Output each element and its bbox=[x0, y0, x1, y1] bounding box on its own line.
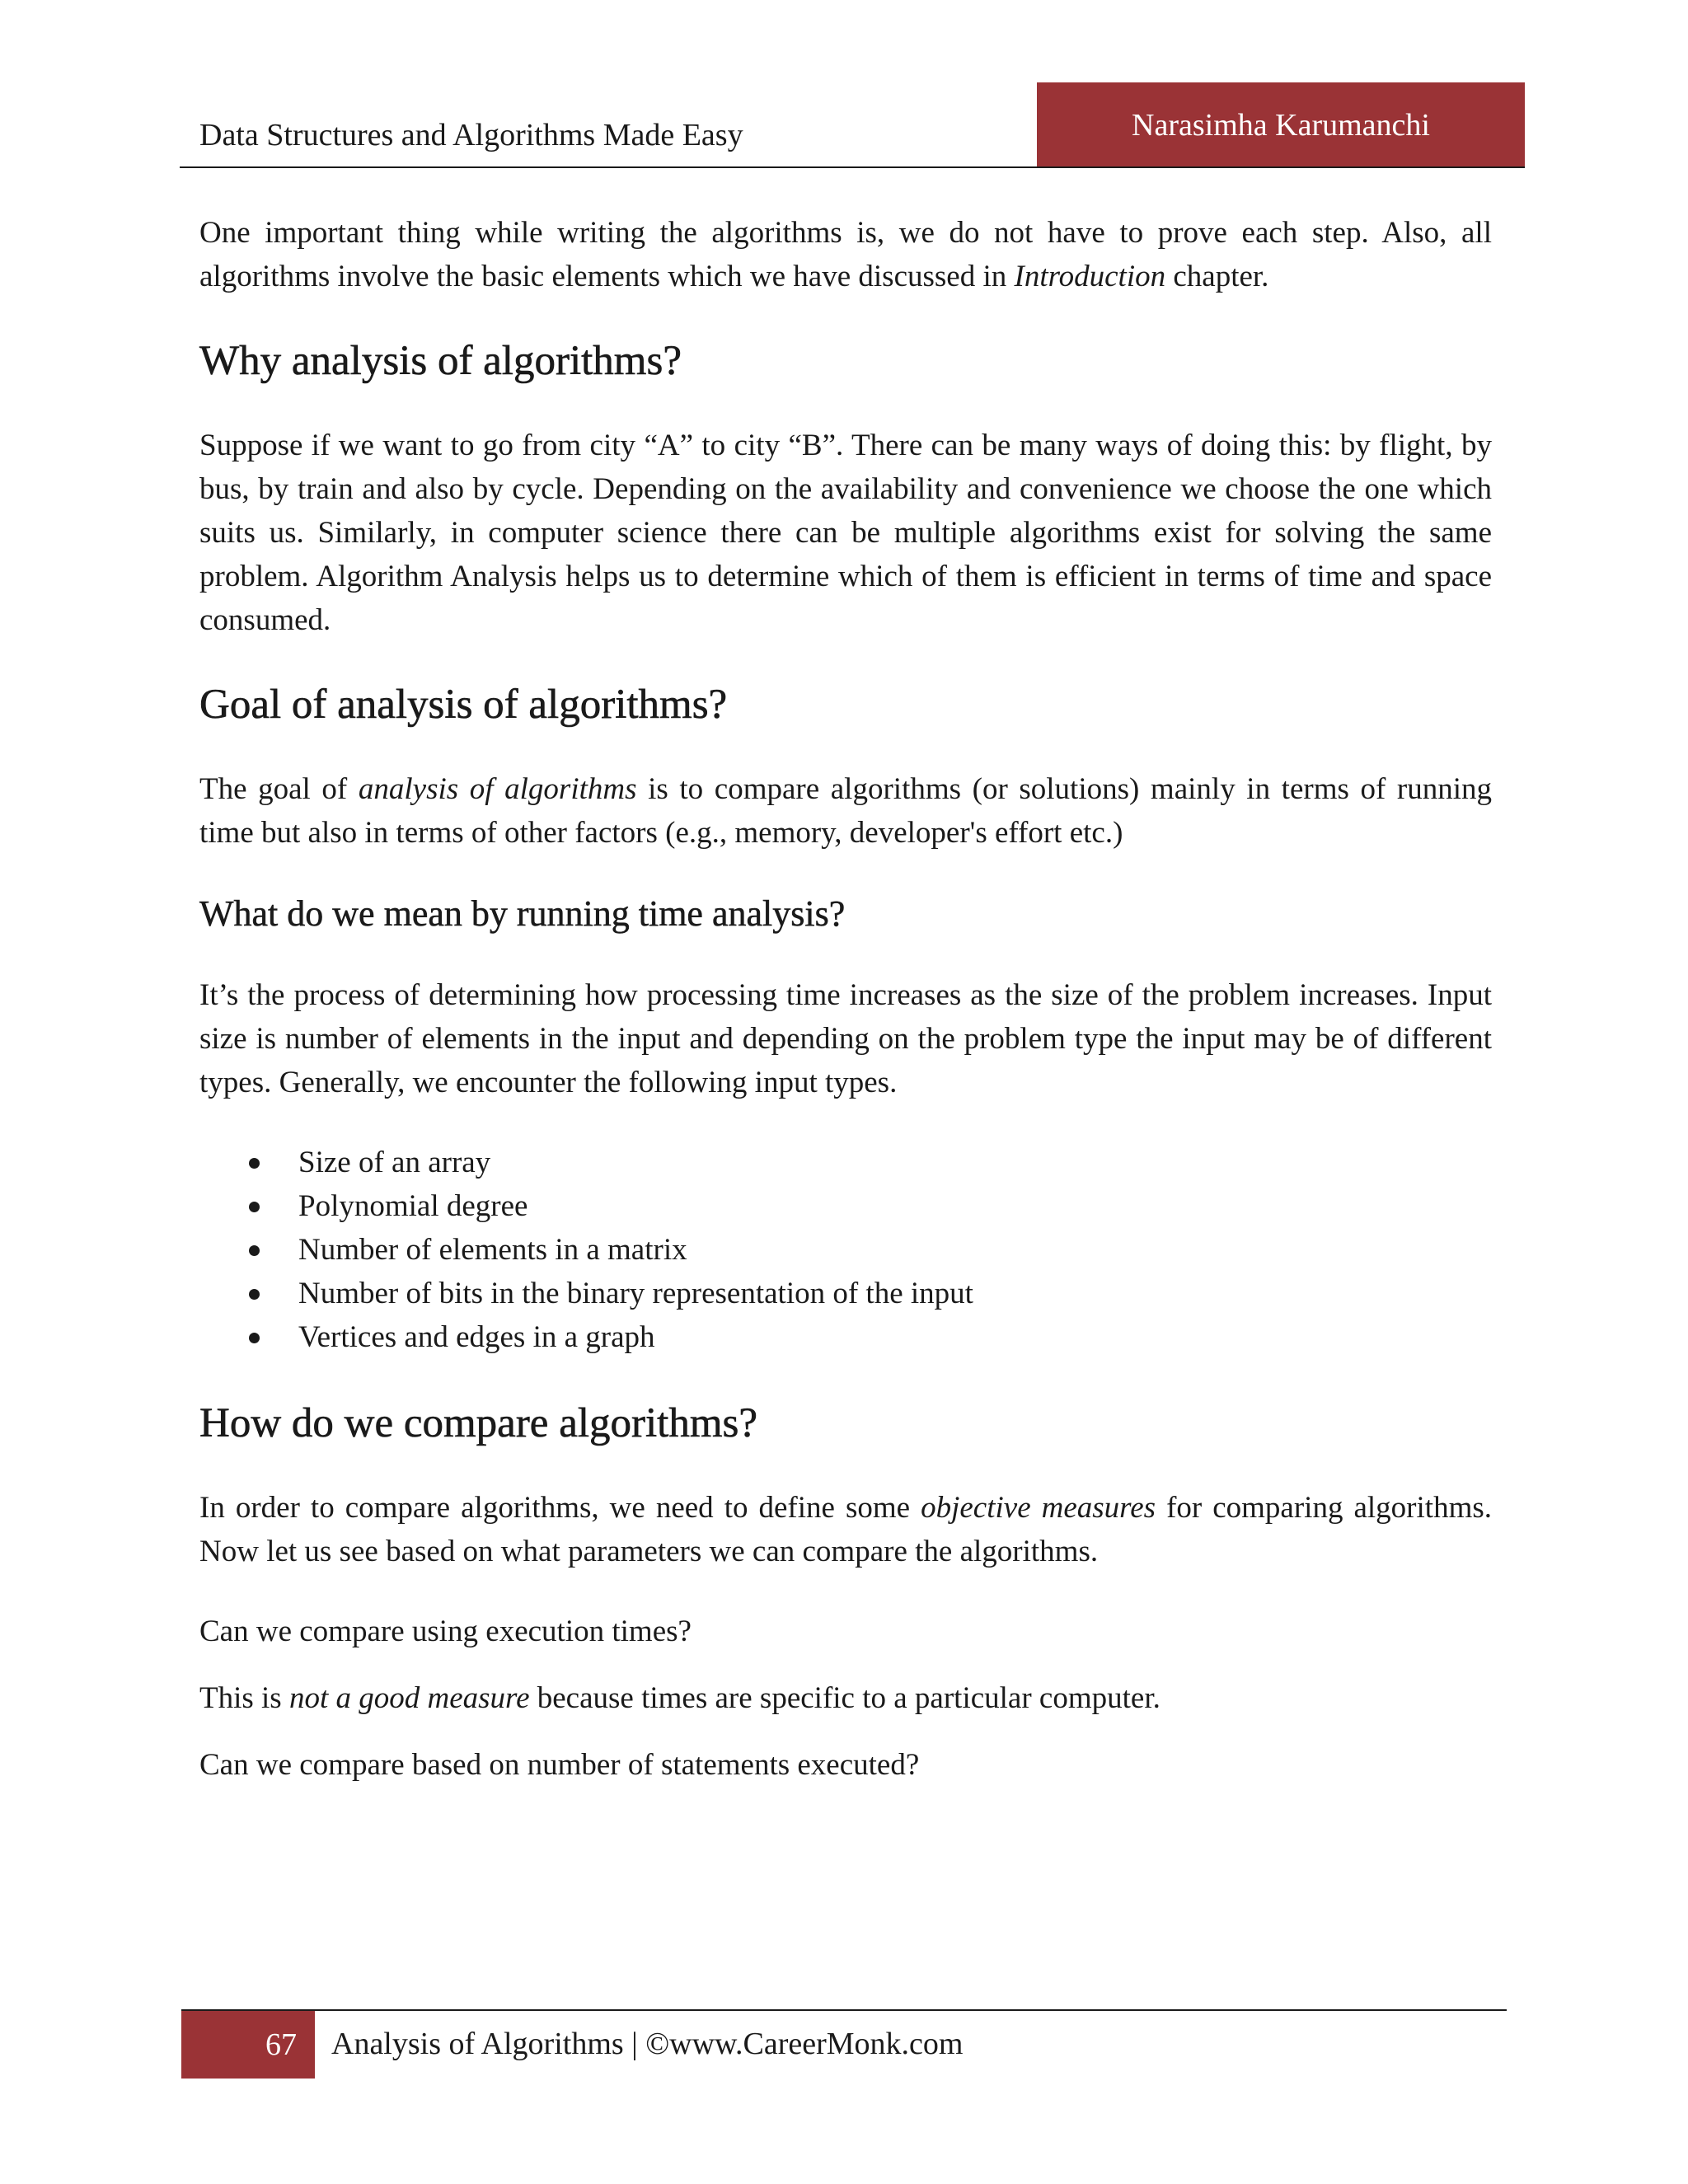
header-divider bbox=[180, 166, 1525, 168]
list-item: Size of an array bbox=[199, 1141, 1492, 1184]
bullet-icon bbox=[249, 1245, 260, 1256]
bullet-icon bbox=[249, 1158, 260, 1169]
list-item: Number of elements in a matrix bbox=[199, 1228, 1492, 1272]
list-item: Polynomial degree bbox=[199, 1184, 1492, 1228]
bullet-icon bbox=[249, 1289, 260, 1300]
compare-paragraph: In order to compare algorithms, we need to define some objective measures for comparing algorithms. Now let us see based on what parameters we can compare the algorithms. bbox=[199, 1491, 1492, 1568]
bullet-icon bbox=[249, 1202, 260, 1212]
answer-emphasis: not a good measure bbox=[288, 1681, 530, 1715]
bullet-icon bbox=[249, 1333, 260, 1343]
book-title: Data Structures and Algorithms Made Easy bbox=[199, 118, 743, 152]
list-item: Vertices and edges in a graph bbox=[199, 1315, 1492, 1359]
why-analysis-paragraph: Suppose if we want to go from city “A” to city “B”. There can be many ways of doing this: by flight, by bus, by train and also by cycle. Depending on the availability and convenience we choose the one which suits us. Similarly, in computer science there can be multiple algorithms exist for solving the same problem. Algorithm Analysis helps us to determine which of them is efficient in terms of time and space consumed. bbox=[199, 429, 1492, 637]
intro-paragraph: One important thing while writing the algorithms is, we do not have to prove each step. Also, all algorithms involve the basic elements which we have discussed in Introduction chapter. bbox=[199, 216, 1492, 293]
running-time-paragraph: It’s the process of determining how processing time increases as the size of the problem increases. Input size is number of elements in the input and depending on the problem type the input may be of different types. Generally, we encounter the following input types. bbox=[199, 978, 1492, 1099]
page-footer bbox=[181, 2009, 1507, 2079]
answer-execution-times: This is not a good measure because times are specific to a particular computer. bbox=[199, 1681, 1160, 1715]
compare-emphasis: objective measures bbox=[921, 1491, 1156, 1525]
page-header bbox=[180, 82, 1525, 168]
footer-divider bbox=[181, 2009, 1507, 2011]
goal-emphasis: analysis of algorithms bbox=[358, 772, 637, 806]
subsection-heading-running-time: What do we mean by running time analysis? bbox=[199, 893, 846, 934]
section-heading-goal: Goal of analysis of algorithms? bbox=[199, 682, 728, 728]
section-heading-compare: How do we compare algorithms? bbox=[199, 1400, 757, 1446]
page-content bbox=[199, 211, 1492, 1810]
intro-emphasis: Introduction bbox=[1014, 260, 1166, 293]
list-item: Number of bits in the binary representation of the input bbox=[199, 1272, 1492, 1315]
section-heading-why-analysis: Why analysis of algorithms? bbox=[199, 338, 682, 384]
author-name: Narasimha Karumanchi bbox=[1132, 108, 1430, 143]
page-number-badge bbox=[181, 2011, 315, 2079]
input-types-list bbox=[199, 1141, 1492, 1359]
author-banner bbox=[1037, 82, 1525, 168]
goal-paragraph: The goal of analysis of algorithms is to compare algorithms (or solutions) mainly in terms of running time but also in terms of other factors (e.g., memory, developer's effort etc.) bbox=[199, 772, 1493, 850]
question-execution-times: Can we compare using execution times? bbox=[199, 1615, 692, 1648]
footer-text: Analysis of Algorithms | ©www.CareerMonk.com bbox=[331, 2027, 964, 2061]
page-number: 67 bbox=[265, 2027, 297, 2062]
question-statements-executed: Can we compare based on number of statements executed? bbox=[199, 1748, 920, 1782]
